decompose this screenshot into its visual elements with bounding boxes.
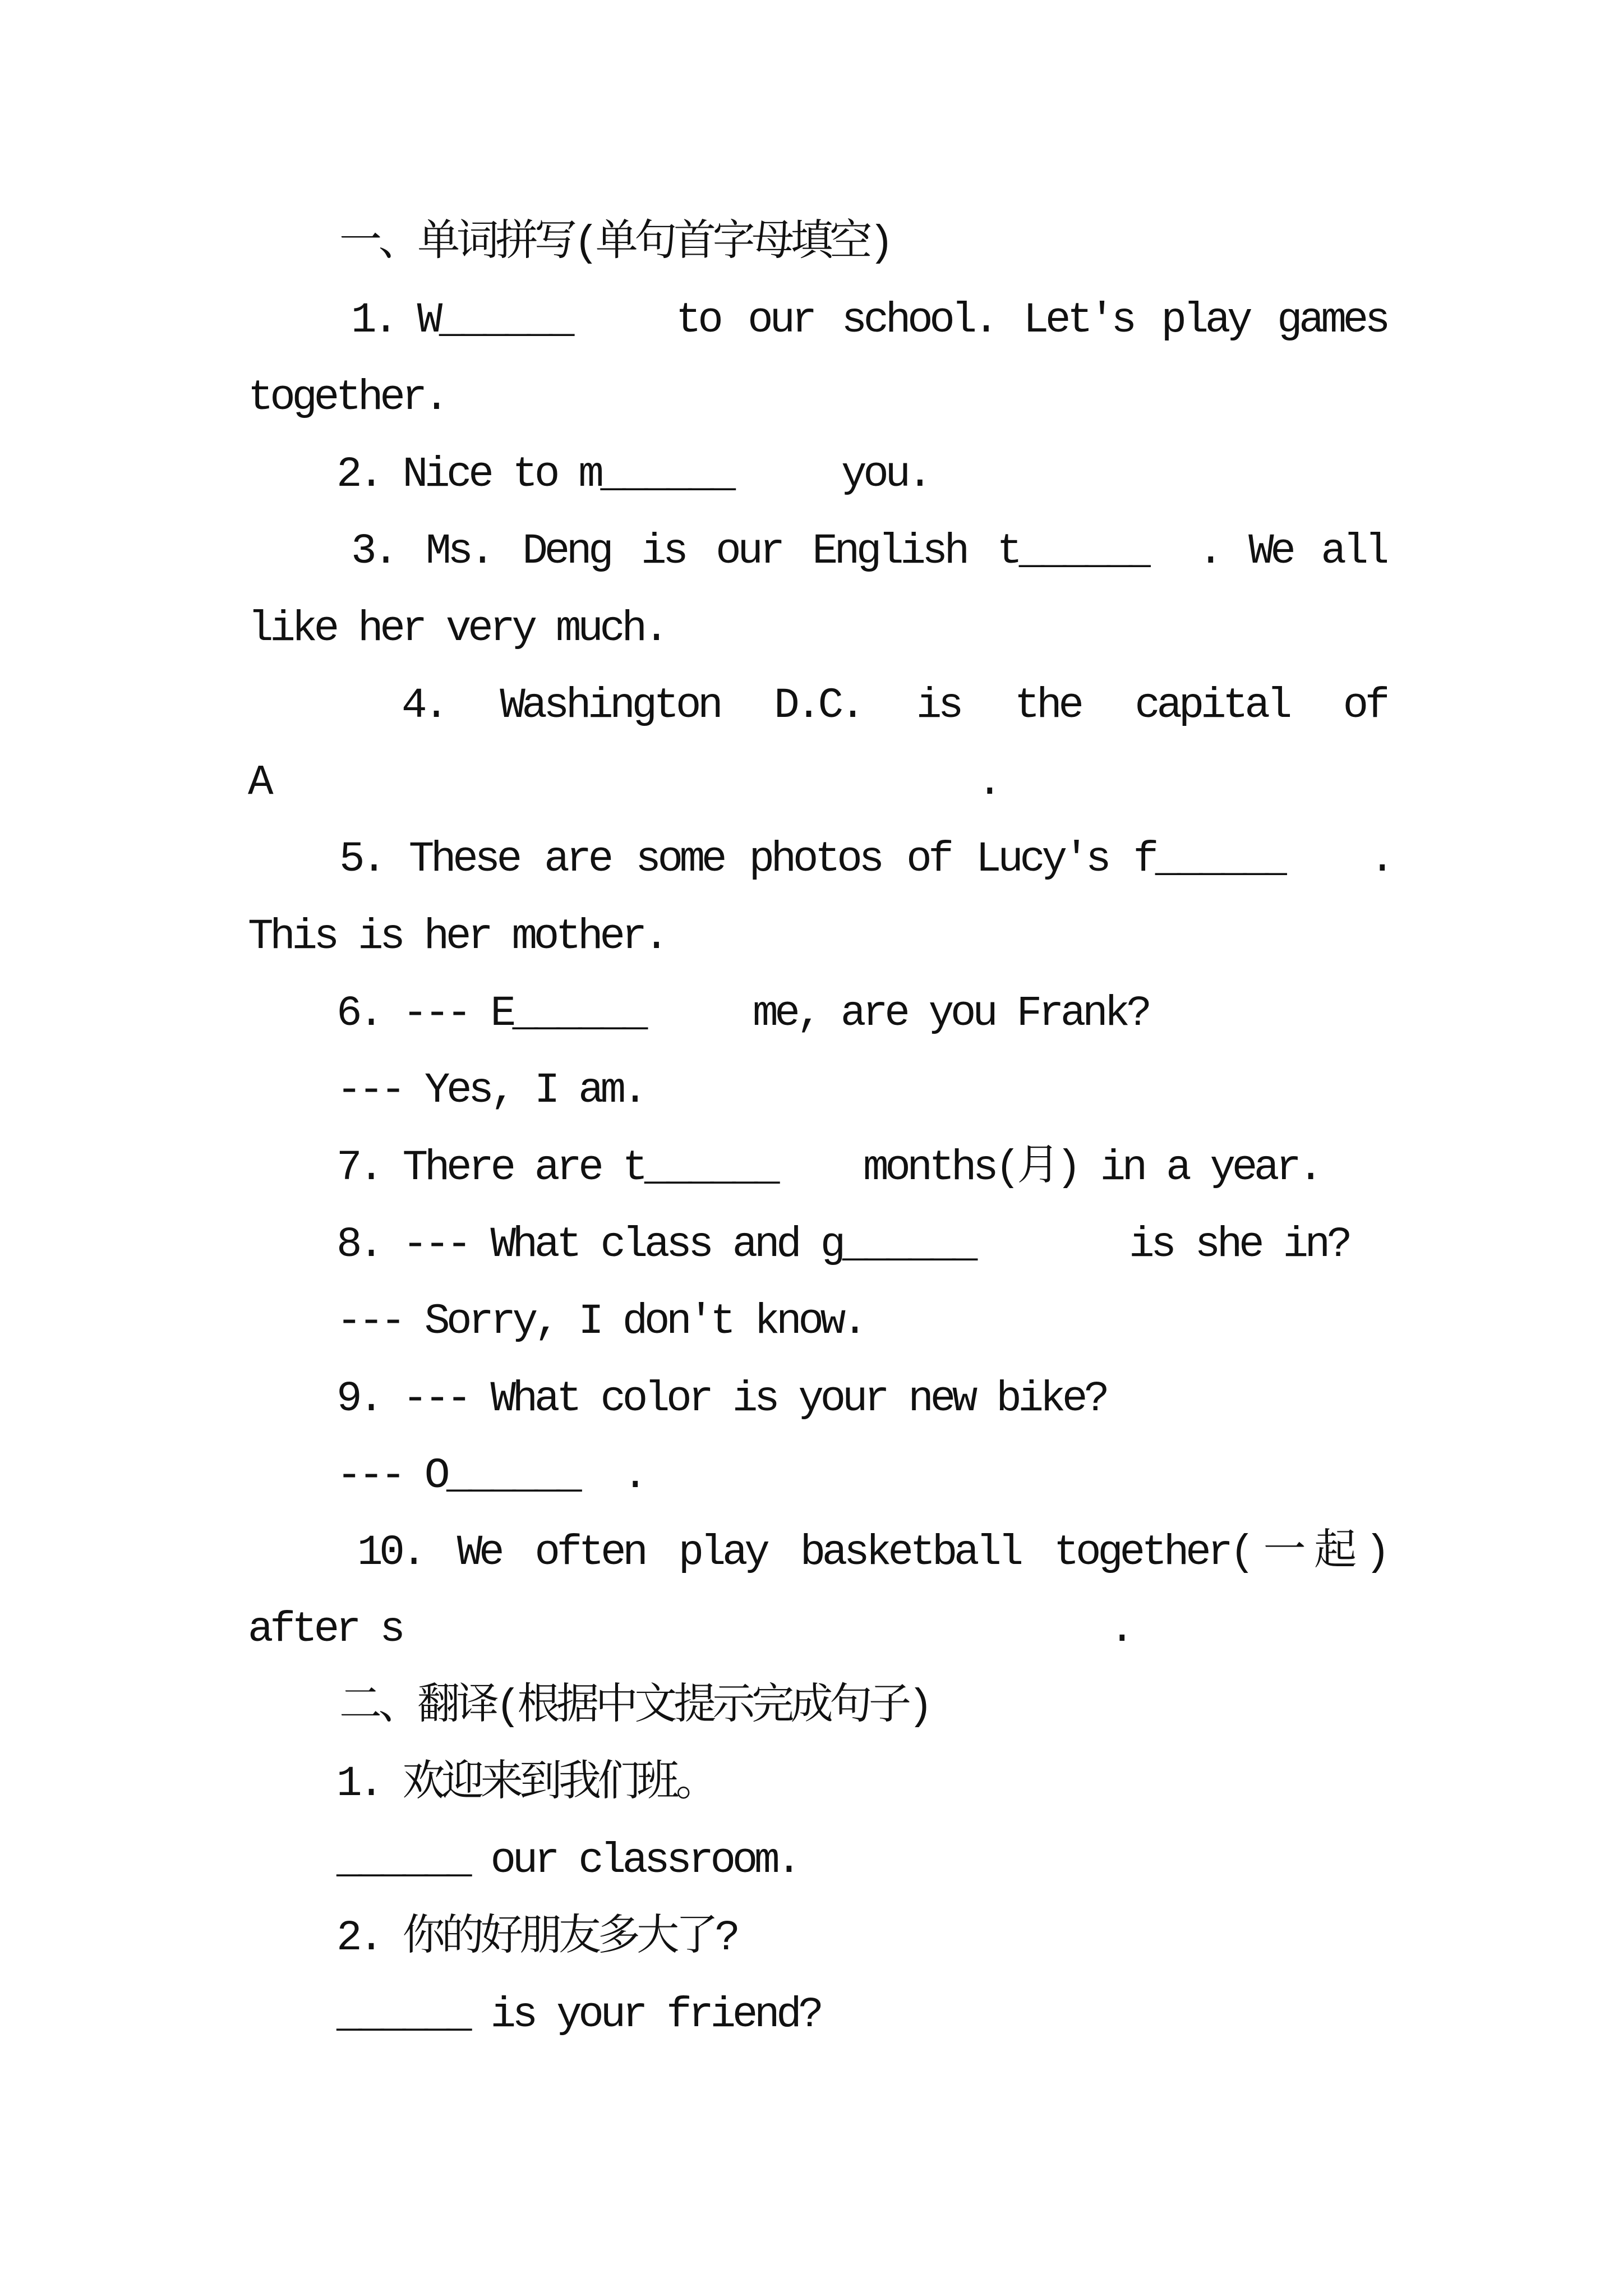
question-5-wrap: This is her mother.	[248, 913, 666, 961]
question-10-start: 10. We often play basketball together(一起)	[357, 1529, 1387, 1577]
question-1-start: 1. W______	[351, 296, 571, 344]
question-8-reply: --- Sorry, I don't know.	[336, 1297, 864, 1346]
question-10-line	[0, 1515, 1623, 1591]
question-6-line	[0, 976, 1623, 1052]
translation-2-answer: ______ is your friend?	[336, 1991, 820, 2039]
question-3-end: . We all	[1198, 527, 1387, 576]
question-6-reply: --- Yes, I am.	[336, 1066, 644, 1115]
translation-1-prompt: 1. 欢迎来到我们班。	[336, 1760, 715, 1808]
question-9-reply-end: .	[623, 1452, 645, 1500]
question-5-line	[0, 821, 1623, 898]
question-1-line	[0, 282, 1623, 359]
question-9-reply-line	[0, 1438, 1623, 1515]
question-3-line	[0, 513, 1623, 590]
question-5-wrap-line	[0, 899, 1623, 976]
question-6-reply-line	[0, 1052, 1623, 1129]
question-5-end: .	[1370, 835, 1392, 884]
question-9-reply: --- O______	[336, 1452, 579, 1500]
question-7-line	[0, 1130, 1623, 1207]
section-1-heading: 一、单词拼写(单句首字母填空)	[339, 219, 891, 268]
question-9-line	[0, 1361, 1623, 1438]
translation-2-answer-line	[0, 1977, 1623, 2054]
question-6-end: me, are you Frank?	[753, 990, 1149, 1038]
question-4-wrap: A	[248, 758, 270, 807]
question-4-start: 4. Washington D.C. is the capital of	[402, 682, 1387, 730]
section-2-heading-line	[0, 1669, 1623, 1746]
question-8-line	[0, 1207, 1623, 1283]
question-10-wrap: after s	[248, 1605, 402, 1654]
question-4-wrap-end: .	[977, 758, 999, 807]
question-10-wrap-end: .	[1109, 1605, 1132, 1654]
question-8-reply-line	[0, 1283, 1623, 1360]
question-7-end: months(月) in a year.	[863, 1144, 1320, 1192]
translation-2-prompt-line	[0, 1900, 1623, 1977]
question-2-end: you.	[841, 450, 929, 499]
question-3-wrap: like her very much.	[248, 605, 666, 653]
question-1-end: to our school. Let's play games	[676, 296, 1387, 344]
question-8-start: 8. --- What class and g______	[336, 1221, 975, 1269]
question-4-line	[0, 668, 1623, 744]
question-2-line	[0, 436, 1623, 513]
translation-2-prompt: 2. 你的好朋友多大了?	[336, 1914, 737, 1962]
question-1-wrap: together.	[248, 374, 446, 422]
translation-1-prompt-line	[0, 1746, 1623, 1823]
question-2-start: 2. Nice to m______	[336, 450, 732, 499]
question-5-start: 5. These are some photos of Lucy's f______	[339, 835, 1287, 884]
question-4-wrap-line	[0, 744, 1623, 821]
question-3-start: 3. Ms. Deng is our English t______	[351, 527, 1151, 576]
question-8-end: is she in?	[1129, 1221, 1349, 1269]
question-1-wrap-line	[0, 360, 1623, 436]
question-10-wrap-line	[0, 1591, 1623, 1668]
question-9-start: 9. --- What color is your new bike?	[336, 1375, 1106, 1423]
question-3-wrap-line	[0, 591, 1623, 668]
question-6-start: 6. --- E______	[336, 990, 644, 1038]
section-2-heading: 二、翻译(根据中文提示完成句子)	[339, 1683, 930, 1731]
translation-1-answer-line	[0, 1823, 1623, 1899]
section-1-heading-line	[0, 205, 1623, 282]
question-7-start: 7. There are t______	[336, 1144, 777, 1192]
translation-1-answer: ______ our classroom.	[336, 1837, 799, 1885]
